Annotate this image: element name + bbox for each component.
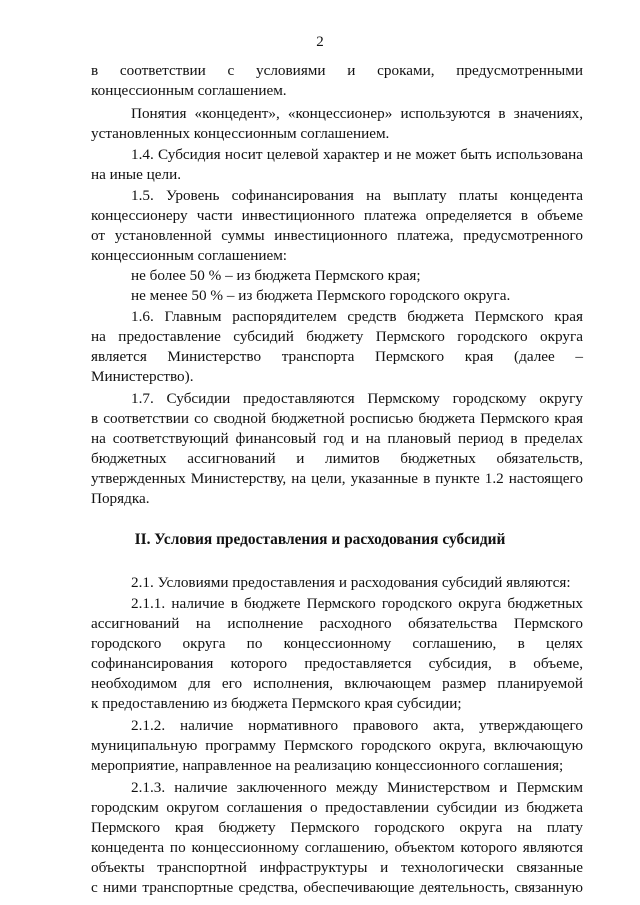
text-line: городского округа по концессионному соглашению, в целях [91, 635, 583, 652]
text-line: ассигнований на исполнение расходного обязательства Пермского [91, 615, 583, 632]
text-line: установленных концессионным соглашением. [91, 125, 390, 142]
text-line: 1.5. Уровень софинансирования на выплату платы концедента [131, 187, 583, 204]
text-line: в соответствии со сводной бюджетной росписью бюджета Пермского края [91, 410, 583, 427]
text-line: концессионным соглашением. [91, 82, 287, 99]
text-line: в соответствии с условиями и сроками, предусмотренными [91, 62, 583, 79]
text-line: Министерство). [91, 368, 194, 385]
text-line: от установленной суммы инвестиционного платежа, предусмотренного [91, 227, 583, 244]
text-line: бюджетных ассигнований и лимитов бюджетных обязательств, [91, 450, 583, 467]
text-line: не более 50 % – из бюджета Пермского края; [131, 267, 421, 284]
text-line: на иные цели. [91, 166, 182, 183]
text-line: Порядка. [91, 490, 150, 507]
text-line: софинансирования которого предоставляется субсидия, в объеме, [91, 655, 583, 672]
text-line: мероприятие, направленное на реализацию концессионного соглашения; [91, 757, 564, 774]
text-line: на предоставление субсидий бюджету Пермского городского округа [91, 328, 583, 345]
text-line: 1.4. Субсидия носит целевой характер и не может быть использована [131, 146, 583, 163]
text-line: концессионным соглашением: [91, 247, 288, 264]
text-line: Пермского края бюджету Пермского городского округа на плату [91, 819, 583, 836]
text-line: к предоставлению из бюджета Пермского края субсидии; [91, 695, 462, 712]
text-line: 2.1. Условиями предоставления и расходования субсидий являются: [131, 574, 571, 591]
text-line: концедента по концессионному соглашению, объектом которого являются [91, 839, 583, 856]
text-line: не менее 50 % – из бюджета Пермского городского округа. [131, 287, 511, 304]
text-line: 2.1.2. наличие нормативного правового акта, утверждающего [131, 717, 583, 734]
text-line: Понятия «концедент», «концессионер» используются в значениях, [131, 105, 583, 122]
text-line: муниципальную программу Пермского городского округа, включающую [91, 737, 583, 754]
text-line: с ними транспортные средства, обеспечивающие деятельность, связанную [91, 879, 583, 896]
text-line: на соответствующий финансовый год и на плановый период в пределах [91, 430, 583, 447]
page-number: 2 [316, 34, 324, 50]
text-line: городским округом соглашения о предоставлении субсидии из бюджета [91, 799, 583, 816]
text-line: 2.1.3. наличие заключенного между Министерством и Пермским [131, 779, 583, 796]
text-line: утвержденных Министерству, на цели, указанные в пункте 1.2 настоящего [91, 470, 583, 487]
text-line: 1.6. Главным распорядителем средств бюджета Пермского края [131, 308, 583, 325]
text-line: необходимом для его исполнения, включающем размер планируемой [91, 675, 583, 692]
text-line: является Министерство транспорта Пермского края (далее – [91, 348, 583, 365]
text-line: 1.7. Субсидии предоставляются Пермскому городскому округу [131, 390, 583, 407]
text-line: 2.1.1. наличие в бюджете Пермского городского округа бюджетных [131, 595, 583, 612]
section-heading: II. Условия предоставления и расходования субсидий [134, 531, 506, 548]
text-line: концессионеру части инвестиционного платежа определяется в объеме [91, 207, 583, 224]
text-line: объекты транспортной инфраструктуры и технологически связанные [91, 859, 583, 876]
